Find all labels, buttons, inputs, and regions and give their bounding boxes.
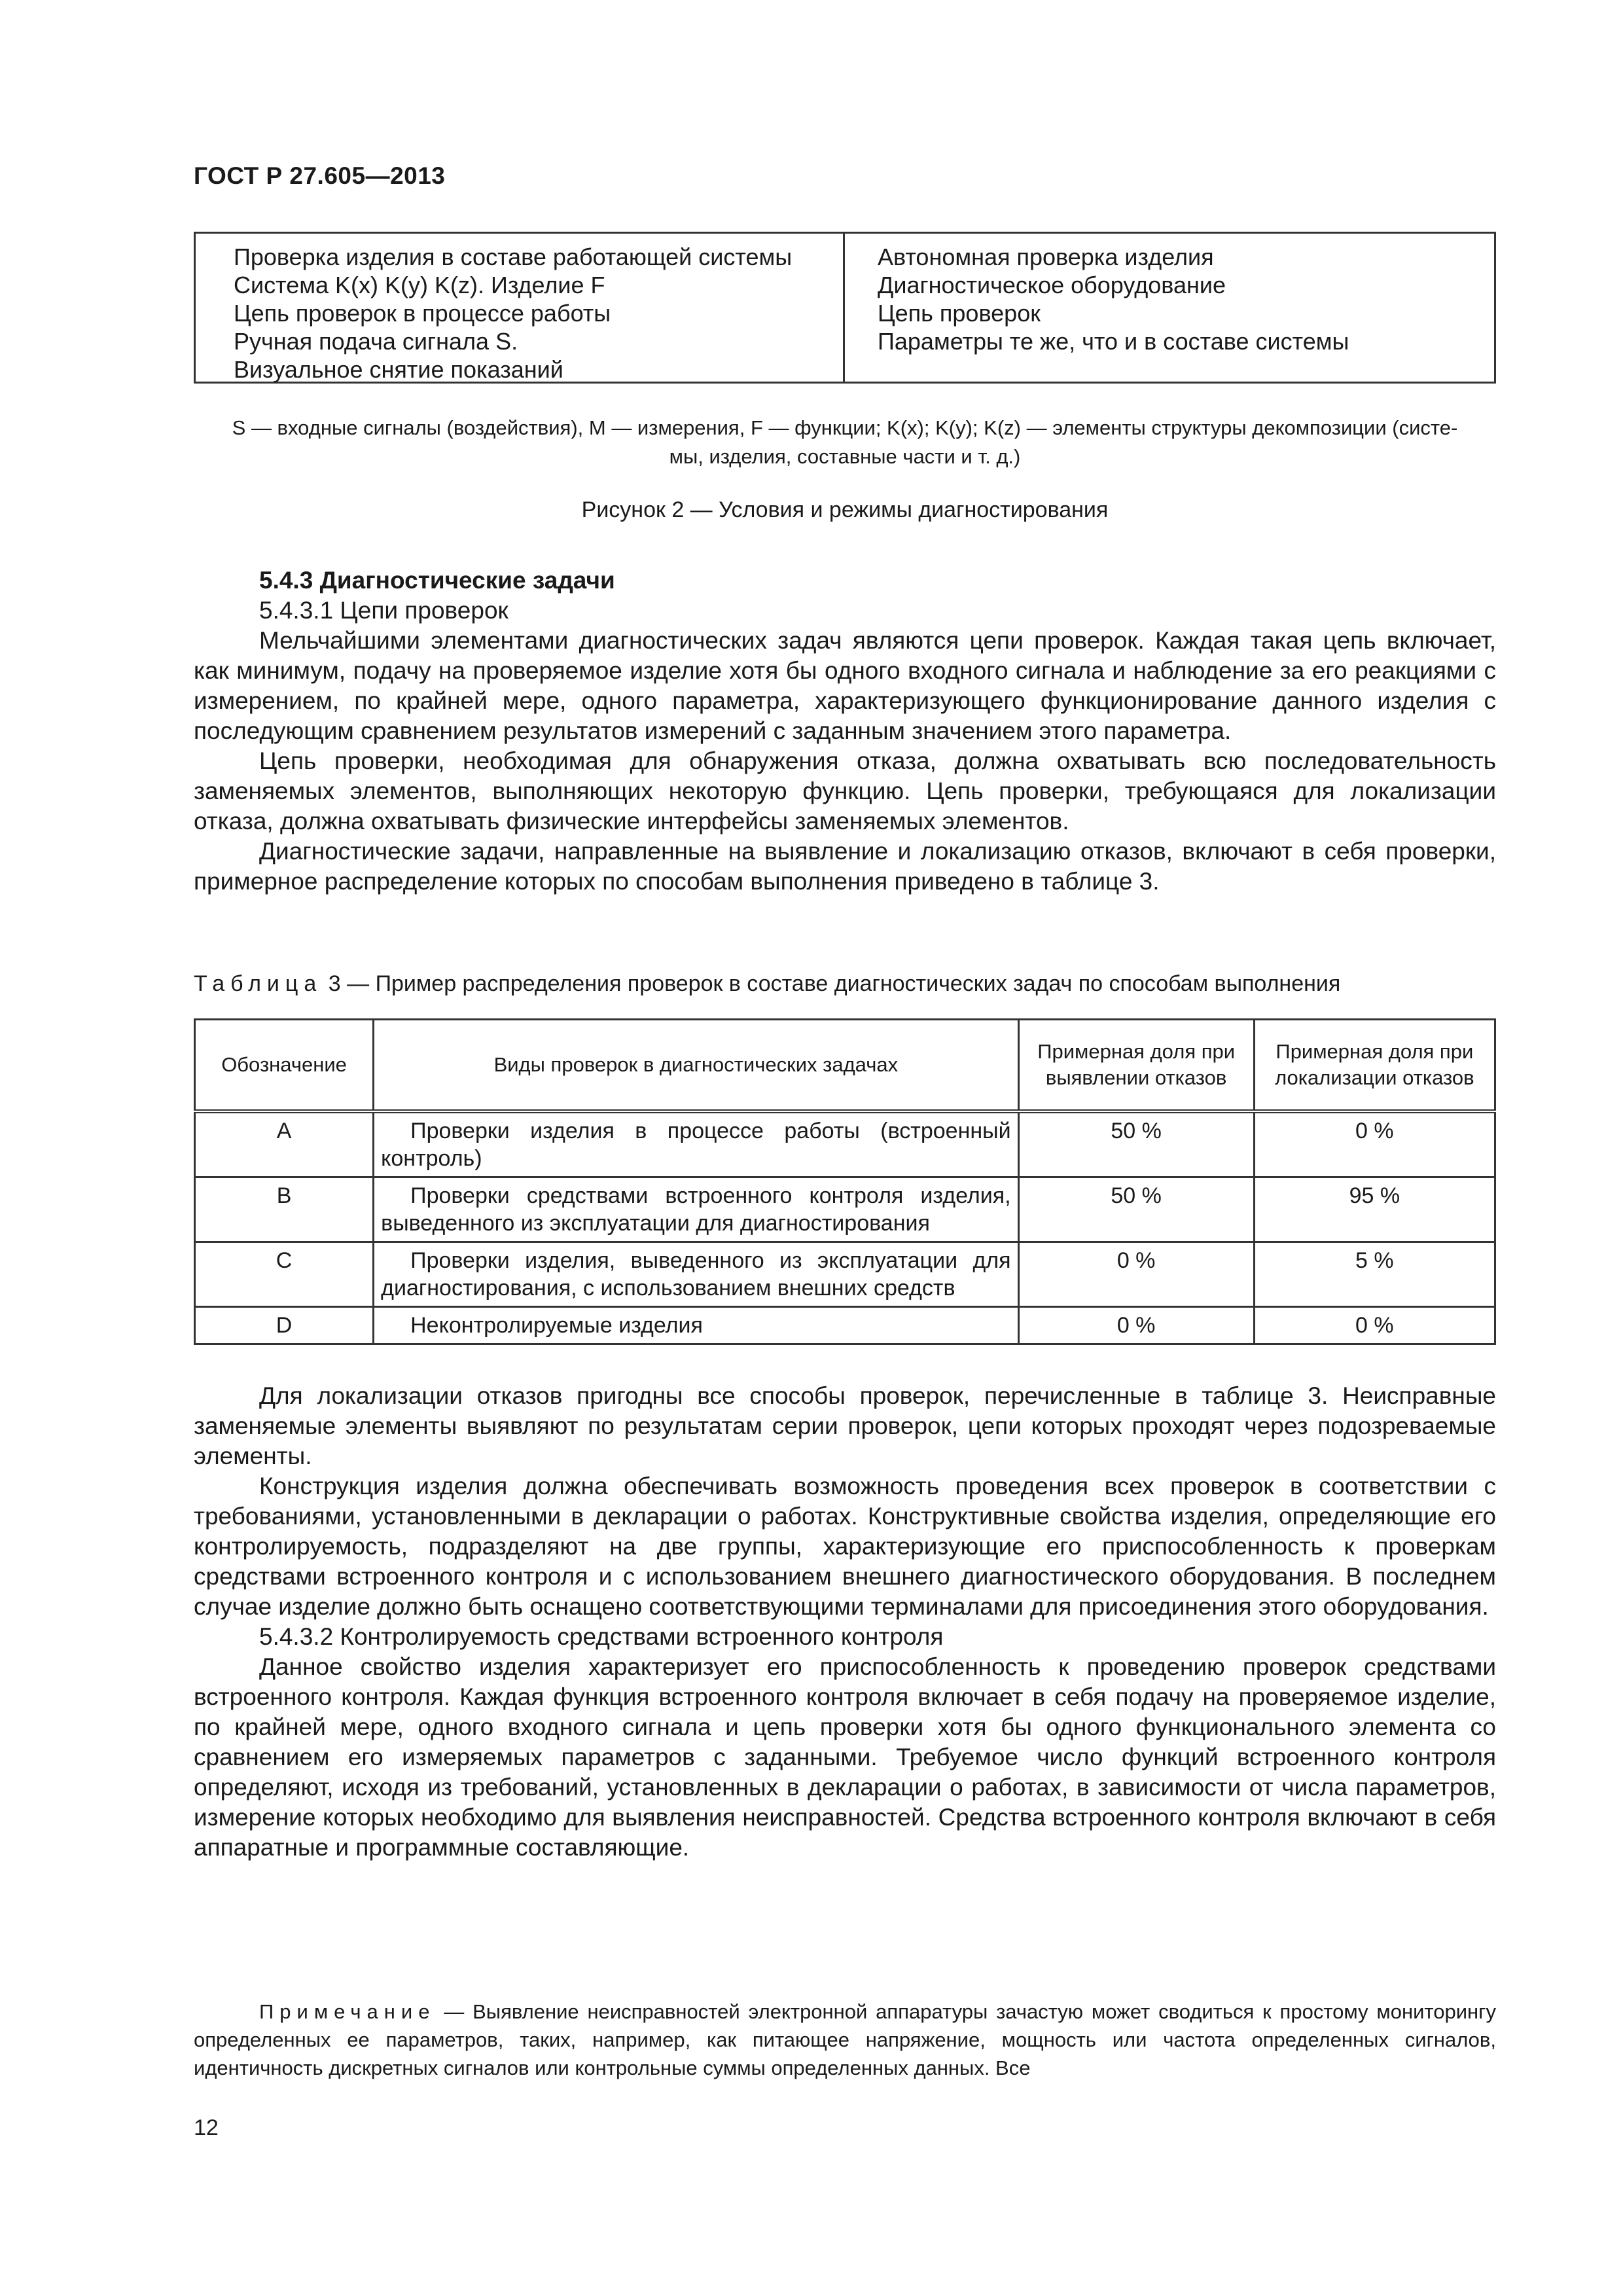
cell-description: Проверки изделия в процессе работы (встроенный контроль) <box>374 1111 1018 1177</box>
paragraph: Мельчайшими элементами диагностических задач являются цепи проверок. Каждая такая цепь включает, как минимум, подачу на проверяемое изделие хотя бы одного входного сигнала и наблюдение за его реакциями с измерением, по крайней мере, одного параметра, характеризующего функционирование данного изделия с последующим сравнением результатов измерений с заданным значением этого параметра. <box>194 627 1496 744</box>
column-header-locate: Примерная доля при локализации отказов <box>1254 1020 1495 1112</box>
table-header-row <box>195 1020 1495 1112</box>
paragraph: Цепь проверки, необходимая для обнаружения отказа, должна охватывать всю последовательность заменяемых элементов, выполняющих некоторую функцию. Цепь проверки, требующаяся для локализации отказа, должна охватывать физические интерфейсы заменяемых элементов. <box>194 747 1496 834</box>
paragraph: Данное свойство изделия характеризует его приспособленность к проведению проверок средствами встроенного контроля. Каждая функция встроенного контроля включает в себя подачу на проверяемое изделие, по крайней мере, одного входного сигнала и цепь проверки хотя бы одного функционального элемента со сравнением его измеряемых параметров с заданными. Требуемое число функций встроенного контроля определяют, исходя из требований, установленных в декларации о работах, в зависимости от числа параметров, измерение которых необходимо для выявления неисправностей. Средства встроенного контроля включают в себя аппаратные и программные составляющие. <box>194 1653 1496 1861</box>
cell-description: Проверки изделия, выведенного из эксплуатации для диагностирования, с использованием внешних средств <box>374 1242 1018 1307</box>
cell-detect: 0 % <box>1018 1307 1254 1344</box>
cell-detect: 50 % <box>1018 1177 1254 1242</box>
paragraph: Диагностические задачи, направленные на выявление и локализацию отказов, включают в себя проверки, примерное распределение которых по способам выполнения приведено в таблице 3. <box>194 838 1496 895</box>
cell-locate: 0 % <box>1254 1111 1495 1177</box>
cell-locate: 95 % <box>1254 1177 1495 1242</box>
figure-right-line: Диагностическое оборудование <box>878 272 1226 298</box>
cell-code: C <box>195 1242 374 1307</box>
table-title-text: 3 — Пример распределения проверок в составе диагностических задач по способам выполнения <box>328 971 1341 996</box>
figure-left-line: Ручная подача сигнала S. <box>234 328 518 355</box>
figure-right-column <box>845 234 1494 382</box>
table-row <box>195 1242 1495 1307</box>
figure-left-line: Цепь проверок в процессе работы <box>234 300 611 327</box>
subsection-heading: 5.4.3.1 Цепи проверок <box>259 597 508 624</box>
cell-locate: 0 % <box>1254 1307 1495 1344</box>
figure-legend-line: S — входные сигналы (воздействия), M — измерения, F — функции; K(x); K(y); K(z) — элементы структуры декомпозиции (систе- <box>232 416 1458 439</box>
figure-right-line: Параметры те же, что и в составе системы <box>878 328 1349 355</box>
cell-description: Неконтролируемые изделия <box>374 1307 1018 1344</box>
subsection-heading: 5.4.3.2 Контролируемость средствами встроенного контроля <box>259 1623 944 1650</box>
cell-code: D <box>195 1307 374 1344</box>
figure-left-line: Система K(x) K(y) K(z). Изделие F <box>234 272 605 298</box>
paragraph: Для локализации отказов пригодны все способы проверок, перечисленные в таблице 3. Неисправные заменяемые элементы выявляют по результатам серии проверок, цепи которых проходят через подозреваемые элементы. <box>194 1382 1496 1469</box>
section-5-4-3 <box>194 565 1496 897</box>
figure-caption: Рисунок 2 — Условия и режимы диагностирования <box>581 497 1109 522</box>
cell-description: Проверки средствами встроенного контроля изделия, выведенного из эксплуатации для диагностирования <box>374 1177 1018 1242</box>
table-row <box>195 1111 1495 1177</box>
cell-detect: 0 % <box>1018 1242 1254 1307</box>
standard-designation: ГОСТ Р 27.605—2013 <box>194 162 446 189</box>
figure-2-diagram <box>194 232 1496 384</box>
table-row <box>195 1177 1495 1242</box>
table-title <box>194 971 1496 997</box>
figure-right-line: Автономная проверка изделия <box>878 243 1214 270</box>
text-after-table <box>194 1381 1496 1863</box>
cell-code: B <box>195 1177 374 1242</box>
cell-locate: 5 % <box>1254 1242 1495 1307</box>
figure-left-line: Проверка изделия в составе работающей системы <box>234 243 793 270</box>
note-text: — Выявление неисправностей электронной аппаратуры зачастую может сводиться к простому мониторингу определенных ее параметров, таких, например, как питающее напряжение, мощность или частота определенных сигналов, идентичность дискретных сигналов или контрольные суммы определенных данных. Все <box>194 2000 1496 2079</box>
column-header-type: Виды проверок в диагностических задачах <box>374 1020 1018 1112</box>
table-3 <box>194 1018 1496 1345</box>
figure-legend-line: мы, изделия, составные части и т. д.) <box>669 445 1021 468</box>
figure-legend <box>194 414 1496 471</box>
figure-left-line: Визуальное снятие показаний <box>234 356 563 383</box>
paragraph: Конструкция изделия должна обеспечивать возможность проведения всех проверок в соответствии с требованиями, установленными в декларации о работах. Конструктивные свойства изделия, определяющие его контролируемость, подразделяют на две группы, характеризующие его приспособленность к проверкам средствами встроенного контроля и с использованием внешнего диагностического оборудования. В последнем случае изделие должно быть оснащено соответствующими терминалами для присоединения этого оборудования. <box>194 1473 1496 1620</box>
table-row <box>195 1307 1495 1344</box>
cell-code: A <box>195 1111 374 1177</box>
table-label: Таблица <box>194 971 323 996</box>
column-header-code: Обозначение <box>195 1020 374 1112</box>
figure-right-line: Цепь проверок <box>878 300 1041 327</box>
section-heading: 5.4.3 Диагностические задачи <box>259 567 615 594</box>
cell-detect: 50 % <box>1018 1111 1254 1177</box>
page-number: 12 <box>194 2115 219 2140</box>
figure-left-column <box>196 234 845 382</box>
note-label: Примечание <box>259 2000 436 2023</box>
column-header-detect: Примерная доля при выявлении отказов <box>1018 1020 1254 1112</box>
note <box>194 1998 1496 2082</box>
